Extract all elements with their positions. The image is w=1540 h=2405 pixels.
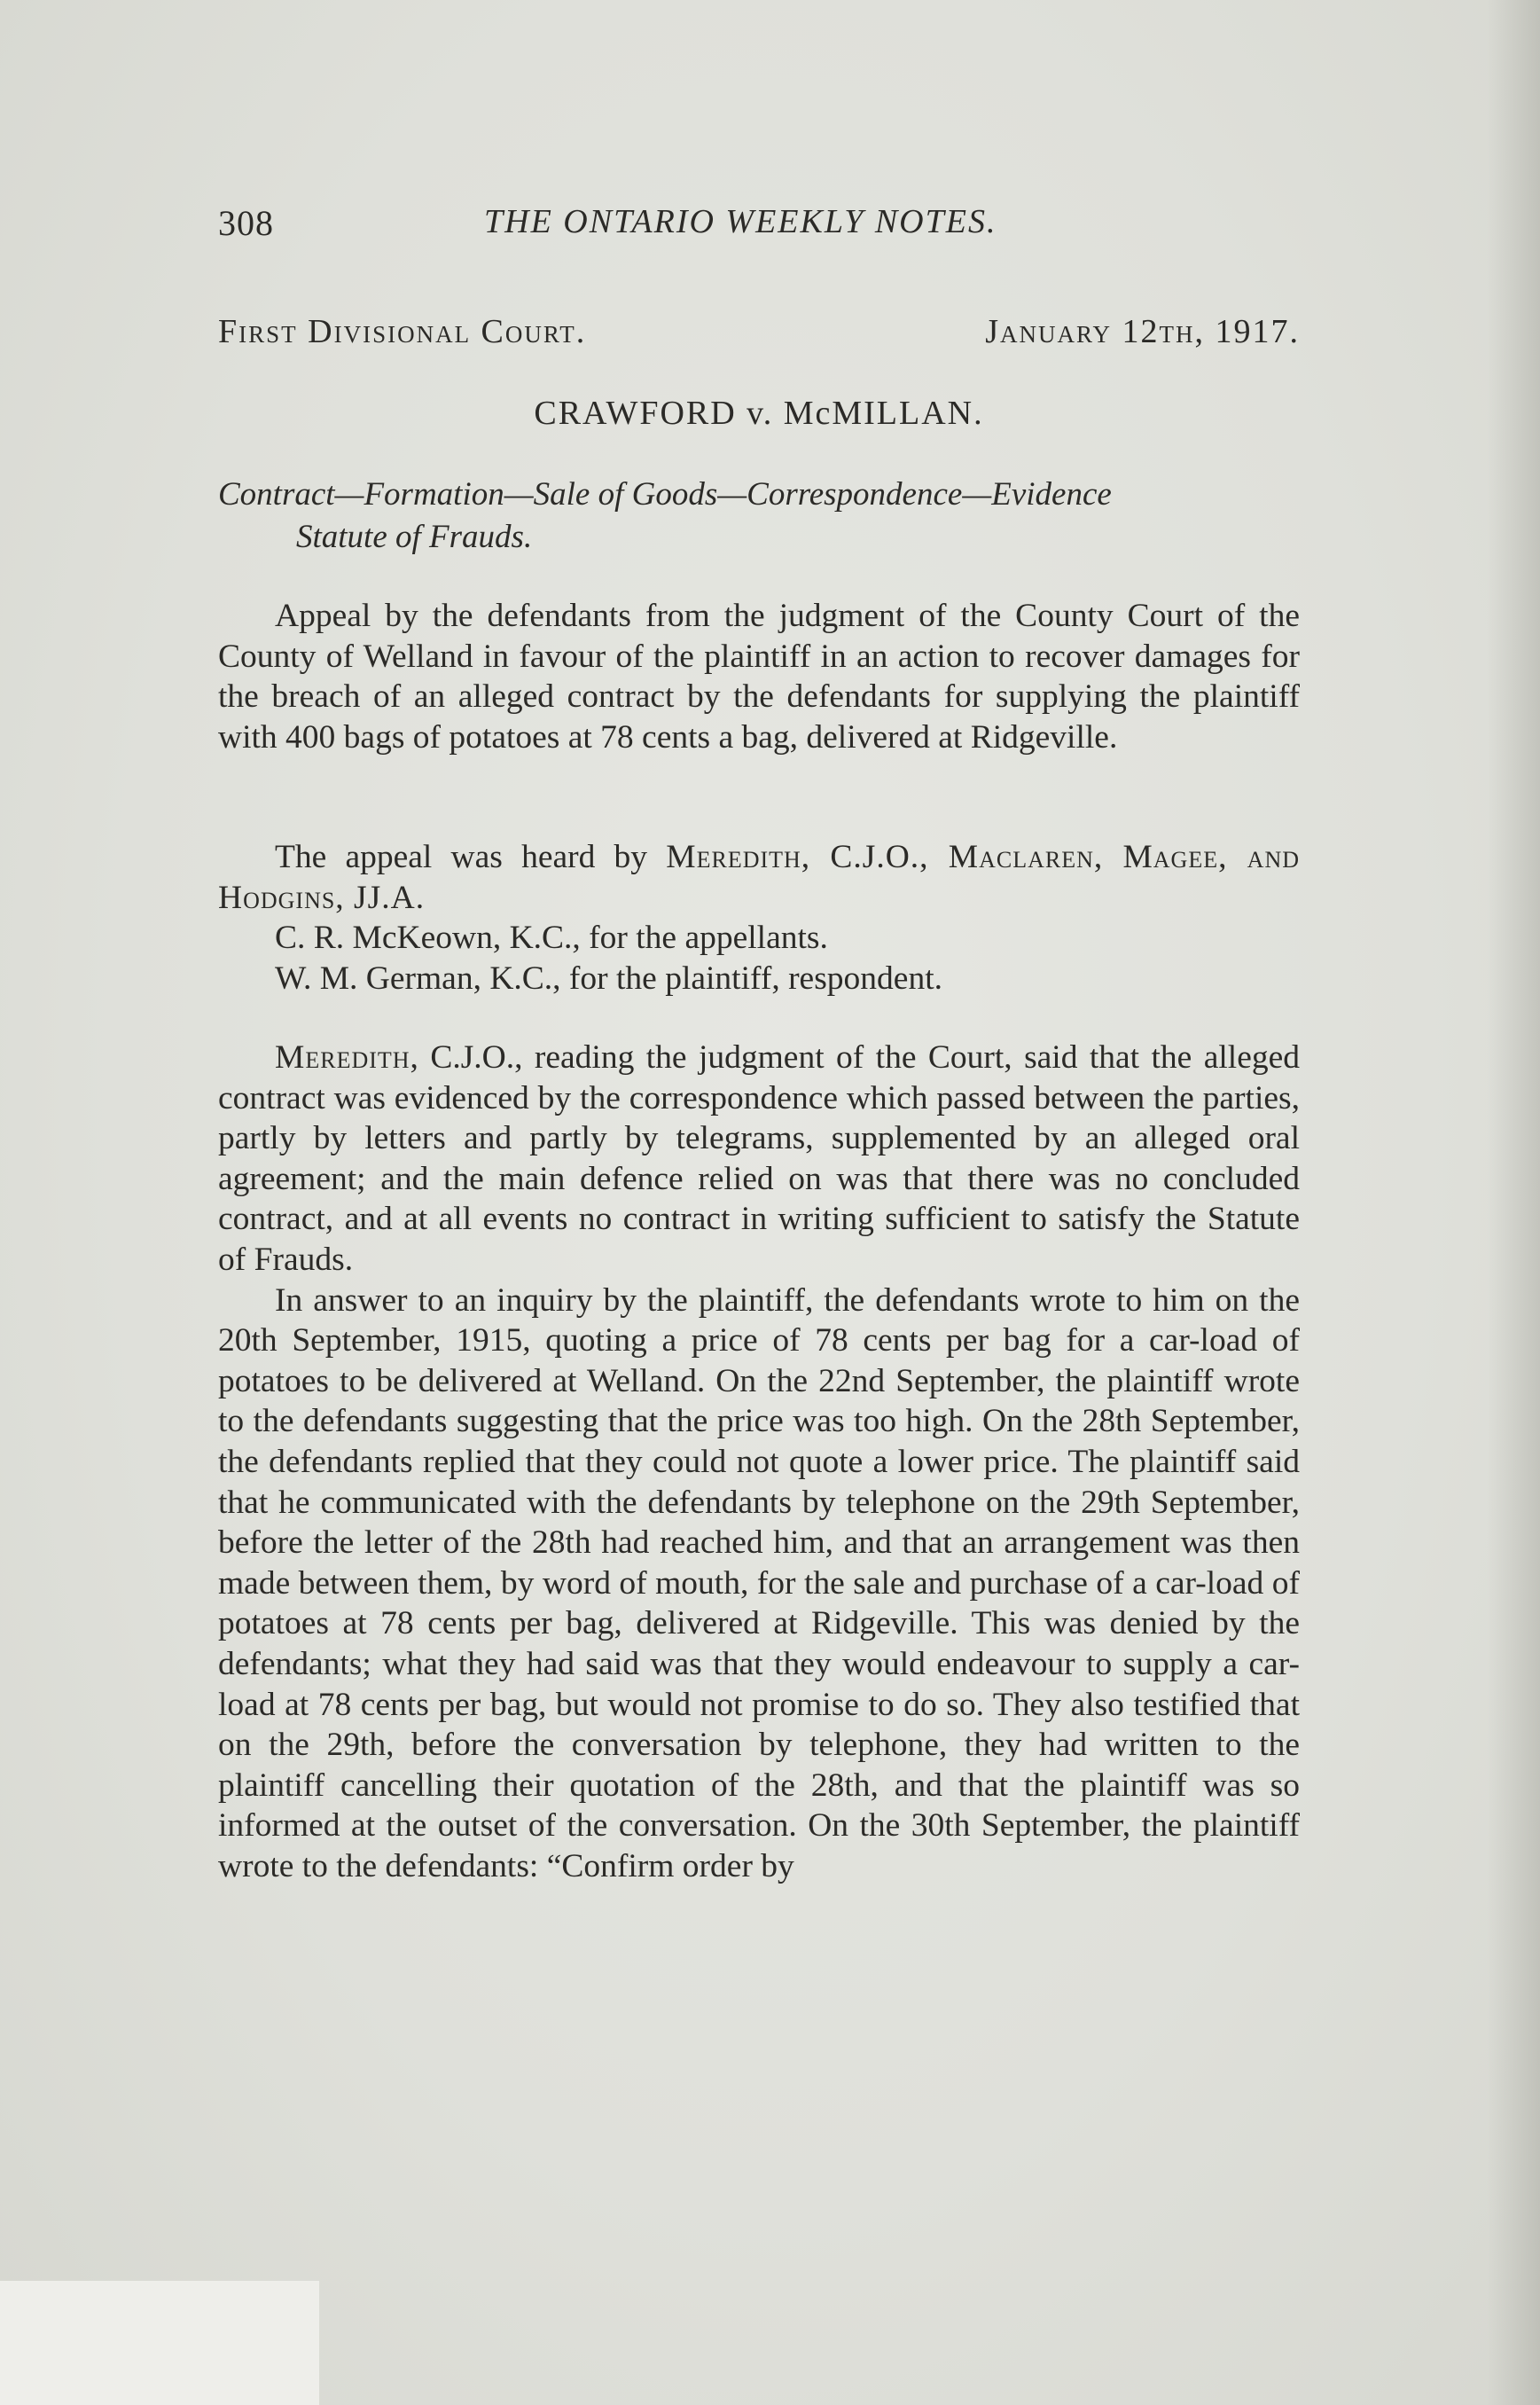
hearing-paragraph: [218, 837, 1300, 918]
appeal-paragraph: Appeal by the defendants from the judgment of the County Court of the County of Welland in favour of the plaintiff in an action to recover damages for the breach of an alleged contract by the defendants for supplying the plaintiff with 400 bags of potatoes at 78 cents a bag, delivered at Ridgeville.: [218, 598, 1300, 756]
judgment-paragraph-1-text: , C.J.O., reading the judgment of the Court, said that the alleged contract was evidenced by the correspondence which passed between the parties, partly by letters and partly by telegrams, supplemented by an alleged oral agreement; and the main defence relied on was that there was no concluded contract, and at all events no contract in writing sufficient to satisfy the Statute of Frauds.: [218, 1039, 1300, 1278]
hearing-judges: Meredith, C.J.O., Maclaren, Magee, and Hodgins, JJ.A.: [218, 839, 1301, 916]
page-edge-shadow: [1487, 0, 1540, 2405]
judgment-paragraph-1: [218, 1038, 1300, 1281]
court-line: [218, 312, 1300, 356]
headnote-line-2: Statute of Frauds.: [296, 519, 533, 555]
judgment-section: [218, 1038, 1300, 1886]
counsel-respondent: W. M. German, K.C., for the plaintiff, respondent.: [275, 960, 942, 997]
page-number: 308: [218, 203, 274, 243]
appeal-section: [218, 596, 1300, 757]
judgment-date: January 12th, 1917.: [985, 313, 1300, 350]
court-name: First Divisional Court.: [218, 313, 587, 350]
running-head: [218, 202, 1300, 247]
hearing-section: [218, 837, 1300, 999]
headnote-line-1: Contract—Formation—Sale of Goods—Correspondence—Evidence: [218, 476, 1112, 513]
hearing-intro: The appeal was heard by: [275, 839, 648, 875]
headnote: [218, 474, 1300, 559]
counsel-appellants: C. R. McKeown, K.C., for the appellants.: [275, 920, 828, 957]
judgment-paragraph-2: In answer to an inquiry by the plaintiff, the defendants wrote to him on the 20th September, 1915, quoting a price of 78 cents per bag for a car-load of potatoes to be delivered at Welland. On the 22nd September, the plaintiff wrote to the defendants suggesting that the price was too high. On the 28th September, the defendants replied that they could not quote a lower price. The plaintiff said that he communicated with the defendants by telephone on the 29th September, before the letter of the 28th had reached him, and that an arrangement was then made between them, by word of mouth, for the sale and purchase of a car-load of potatoes at 78 cents per bag, delivered at Ridgeville. This was denied by the defendants; what they had said was that they would endeavour to supply a car-load at 78 cents per bag, but would not promise to do so. They also testified that on the 29th, before the conversation by telephone, they had written to the plaintiff cancelling their quotation of the 28th, and that the plaintiff was so informed at the outset of the conversation. On the 30th September, the plaintiff wrote to the defendants: “Confirm order by: [218, 1281, 1300, 1884]
case-title: CRAWFORD v. McMILLAN.: [534, 395, 984, 432]
page-corner: [0, 2281, 319, 2405]
judgment-speaker: Meredith: [275, 1039, 410, 1076]
running-title: THE ONTARIO WEEKLY NOTES.: [484, 203, 997, 240]
